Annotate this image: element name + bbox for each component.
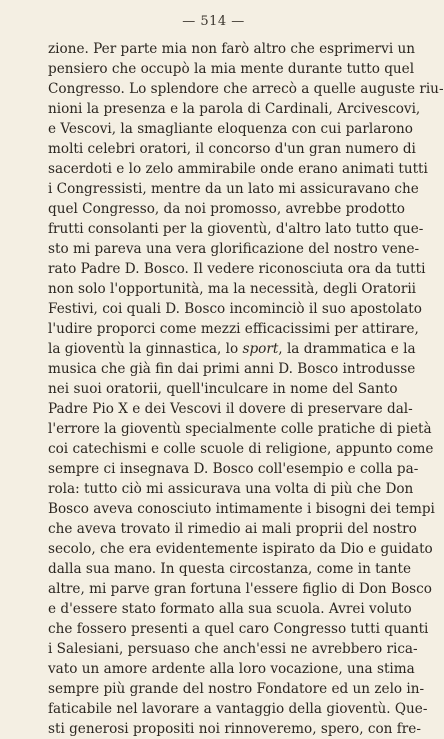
body-text <box>48 39 444 739</box>
text-line: rato Padre D. Bosco. Il vedere riconosciuta ora da tutti <box>48 261 426 277</box>
text-line: dalla sua mano. In questa circostanza, come in tante <box>48 561 412 577</box>
text-line: zione. Per parte mia non farò altro che esprimervi un <box>48 41 415 57</box>
text-line: e d'essere stato formato alla sua scuola. Avrei voluto <box>48 601 412 617</box>
text-line: quel Congresso, da noi promosso, avrebbe prodotto <box>48 201 405 217</box>
text-line: l'errore la gioventù specialmente colle pratiche di pietà <box>48 421 432 437</box>
text-line: sacerdoti e lo zelo ammirabile onde erano animati tutti <box>48 161 428 177</box>
text-line: musica che già fin dai primi anni D. Bosco introdusse <box>48 361 416 377</box>
page-number: — 514 — <box>182 14 245 29</box>
text-line: altre, mi parve gran fortuna l'essere figlio di Don Bosco <box>48 581 432 597</box>
text-line: rola: tutto ciò mi assicurava una volta di più che Don <box>48 481 414 497</box>
text-line-with-italic <box>48 339 416 359</box>
text-line: sto mi pareva una vera glorificazione del nostro vene- <box>48 241 420 257</box>
text-line: che fossero presenti a quel caro Congresso tutti quanti <box>48 621 429 637</box>
text-line: faticabile nel lavorare a vantaggio della gioventù. Que- <box>48 701 428 717</box>
text-line: i Salesiani, persuaso che anch'essi ne avrebbero rica- <box>48 641 418 657</box>
text-line: Padre Pio X e dei Vescovi il dovere di preservare dal- <box>48 401 413 417</box>
text-line: sempre ci insegnava D. Bosco coll'esempio e colla pa- <box>48 461 419 477</box>
text-line: vato un amore ardente alla loro vocazione, una stima <box>48 661 415 677</box>
text-line: secolo, che era evidentemente ispirato da Dio e guidato <box>48 541 433 557</box>
italic-word: sport <box>242 341 279 357</box>
text-line: sti generosi propositi noi rinnoveremo, spero, con fre- <box>48 721 421 737</box>
text-line: l'udire proporci come mezzi efficacissimi per attirare, <box>48 321 419 337</box>
text-line: molti celebri oratori, il concorso d'un gran numero di <box>48 141 416 157</box>
text-line: Congresso. Lo splendore che arrecò a quelle auguste riu- <box>48 81 444 97</box>
text-line: pensiero che occupò la mia mente durante tutto quel <box>48 61 415 77</box>
text-line: sempre più grande del nostro Fondatore ed un zelo in- <box>48 681 425 697</box>
text-segment: , la drammatica e la <box>278 341 416 357</box>
text-line: nioni la presenza e la parola di Cardinali, Arcivescovi, <box>48 101 421 117</box>
text-line: coi catechismi e colle scuole di religione, appunto come <box>48 441 434 457</box>
text-line: Bosco aveva conosciuto intimamente i bisogni dei tempi <box>48 501 435 517</box>
text-line: che aveva trovato il rimedio ai mali proprii del nostro <box>48 521 417 537</box>
text-line: non solo l'opportunità, ma la necessità, degli Oratorii <box>48 281 417 297</box>
text-segment: la gioventù la ginnastica, lo <box>48 341 243 357</box>
text-line: frutti consolanti per la gioventù, d'altro lato tutto que- <box>48 221 424 237</box>
text-line: Festivi, coi quali D. Bosco incominciò il suo apostolato <box>48 301 422 317</box>
text-line: e Vescovi, la smagliante eloquenza con cui parlarono <box>48 121 413 137</box>
text-line: i Congressisti, mentre da un lato mi assicuravano che <box>48 181 419 197</box>
text-line: nei suoi oratorii, quell'inculcare in nome del Santo <box>48 381 398 397</box>
